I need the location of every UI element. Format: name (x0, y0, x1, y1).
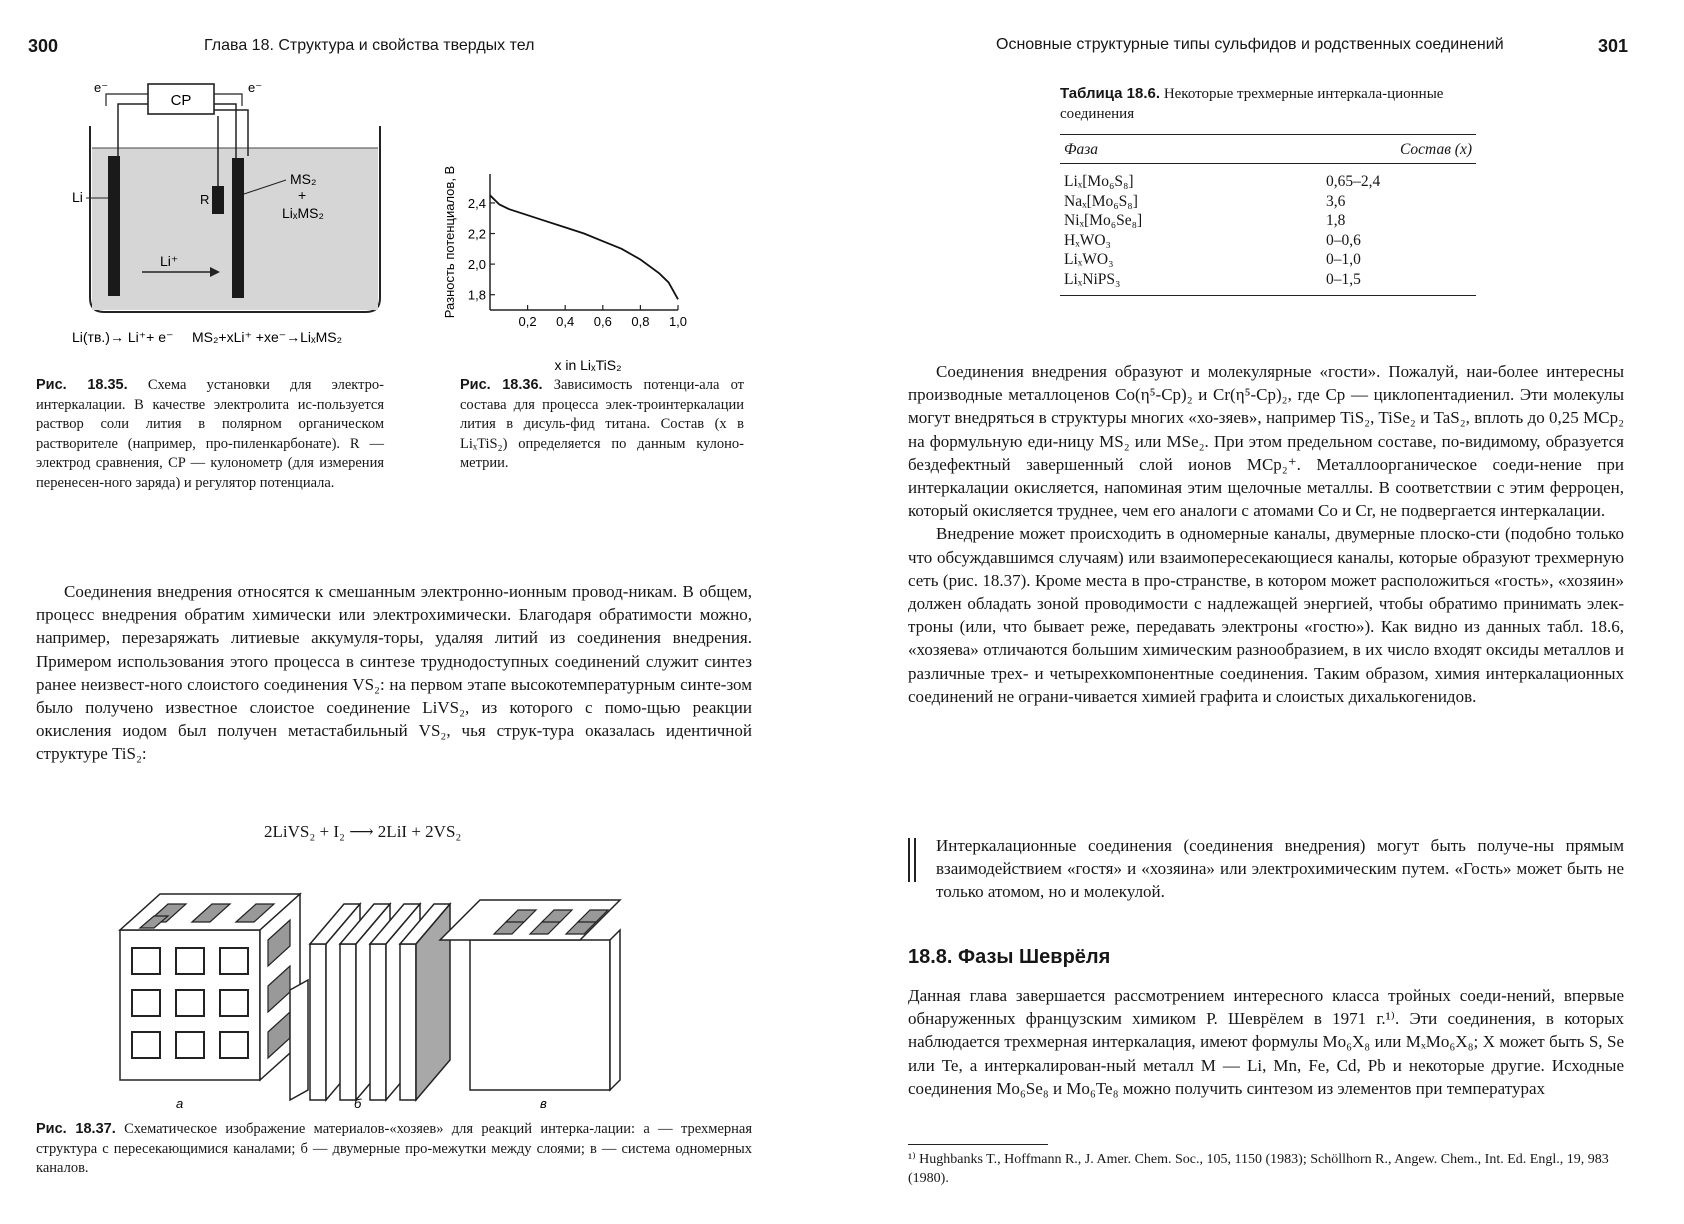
right-paragraph-1: Соединения внедрения образуют и молекулярные «гости». Пожалуй, наи-более интересны производные металлоценов Co(η⁵-Cp)₂ и Cr(η⁵-Cp)₂, где Cp — циклопентадиенил. Эти молекулы могут внедряться в структуры многих «хо-зяев», например TiS₂, TiSe₂ и TaS₂, вплоть до 0,25 MCp₂ на формульную еди-ницу MS₂ или MSe₂. При этом предельном составе, по-видимому, образуется бездефектный завершенный слой ионов MCp₂⁺. Металлоорганическое соеди-нение при интеркалации окисляется, напоминая этим щелочные металлы. В соответствии с этим ферроцен, который окисляется труднее, чем его аналоги с атомами Co и Cr, не подвергается интеркалации. (908, 362, 1624, 521)
page-number-left: 300 (28, 36, 59, 56)
cp-label: CP (170, 92, 192, 109)
cube-c-1d-channels (440, 900, 620, 1090)
r-label: R (200, 192, 210, 207)
chart-y-tick-label: 1,8 (467, 287, 486, 303)
reference-electrode (212, 186, 224, 214)
table-cell-phase: Naₓ[Mo₆S₈] (1064, 192, 1138, 210)
right-paragraph-2: Внедрение может происходить в одномерные каналы, двумерные плоско-сти (подобно только что обсуждавшимся случаям) или взаимопересекающиеся каналы, которые образуют трехмерную сеть (рис. 18.37). Кроме места в про-странстве, в котором может расположиться «гость», «хозяин» должен обладать зоной проводимости с надлежащей энергией, чтобы обратимо принимать элек-троны (или, что бывает реже, передавать электроны «гостю»). Как видно из данных табл. 18.6, «хозяева» отличаются большим химическим разнообразием, в их число входят оксиды металлов и различные трех- и четырехкомпонентные соединения. Таким образом, химия интеркалационных соединений не ограни-чивается химией графита и слоистых дихалькогенидов. (908, 524, 1624, 706)
fig35-caption (36, 376, 384, 493)
fig37-caption (36, 1120, 752, 1179)
chart-series-line (490, 195, 678, 299)
layers-b-2d-gaps (290, 904, 450, 1100)
fig37-caption-label: Рис. 18.37. (36, 1121, 116, 1137)
page-number-right: 301 (1598, 36, 1629, 56)
chart-x-tick-label: 1,0 (668, 314, 688, 329)
table-header-phase: Фаза (1060, 135, 1186, 164)
right-page (842, 0, 1684, 1224)
ms2-electrode (232, 158, 244, 298)
chart-x-tick-label: 0,2 (518, 314, 537, 329)
chart-x-tick-label: 0,8 (631, 314, 650, 329)
ms2-label: MS₂ (290, 171, 317, 187)
right-paragraph-3: Данная глава завершается рассмотрением интересного класса тройных соеди-нений, впервые обнаруженных французским химиком Р. Шеврёлем в 1971 г.¹⁾. Эти соединения, в которых наблюдается трехмерная интеркалация, имеют формулы Mo₆X₈ или MₓMo₆X₈; X может быть S, Se или Te, а интеркалирован-ный металл M — Li, Mn, Fe, Cd, Pb и некоторые другие. Исходные соединения Mo₆Se₈ и Mo₆Te₈ можно получить синтезом из элементов при температурах (908, 986, 1624, 1098)
li-ion-label: Li⁺ (160, 253, 179, 269)
lixms2-label: LiₓMS₂ (282, 205, 324, 221)
chart-y-tick-label: 2,2 (467, 226, 486, 242)
running-head-right: Основные структурные типы сульфидов и родственных соединений (996, 36, 1504, 53)
li-electrode (108, 156, 120, 296)
fig37-label-c: в (540, 1096, 547, 1111)
chart-x-tick-label: 0,6 (593, 314, 612, 329)
fig36-caption-text: Зависимость потенци-ала от состава для процесса элек-троинтеркалации лития в дисуль-фид титана. Состав (x в LiₓTiS₂) определяется по данным кулоно-метрии. (460, 377, 744, 471)
left-running-header (28, 36, 535, 57)
table-cell-phase: LiₓNiPS₃ (1060, 270, 1186, 296)
chart-xlabel: x in LiₓTiS₂ (554, 357, 622, 373)
chart-y-tick-label: 2,0 (467, 257, 486, 273)
fig36-caption (460, 376, 744, 474)
chart-ylabel: Разность потенциалов, В (442, 165, 457, 319)
running-head-left: Глава 18. Структура и свойства твердых тел (204, 37, 535, 54)
fig37-diagram (110, 890, 630, 1120)
fig36-chart (440, 160, 740, 380)
table-cell-composition: 0–0,6 (1326, 231, 1361, 249)
chart-y-tick-label: 2,4 (467, 195, 486, 211)
reaction-right: MS₂+xLi⁺ +xe⁻→LiₓMS₂ (192, 329, 343, 345)
equation: 2LiVS₂ + I₂ ⟶ 2LiI + 2VS₂ (264, 822, 462, 841)
fig37-label-b: б (354, 1096, 362, 1111)
table-cell-composition: 0,65–2,4 (1326, 173, 1381, 190)
table-cell-phase: Niₓ[Mo₆Se₈] (1064, 212, 1143, 229)
note-bar (914, 838, 916, 882)
chart-x-tick-label: 0,4 (556, 314, 575, 329)
table-row (1060, 250, 1476, 270)
table-row (1060, 231, 1476, 251)
fig35-caption-label: Рис. 18.35. (36, 377, 128, 393)
table-row (1060, 192, 1476, 212)
section-heading: 18.8. Фазы Шеврёля (908, 946, 1111, 968)
footnote-rule (908, 1144, 1048, 1145)
fig37-label-a: а (176, 1096, 184, 1111)
footnote: ¹⁾ Hughbanks T., Hoffmann R., J. Amer. Chem. Soc., 105, 1150 (1983); Schöllhorn R., Angew. Chem., Int. Ed. Engl., 19, 983 (1980). (908, 1152, 1609, 1186)
e-right-label: e⁻ (248, 80, 263, 95)
table-cell-phase: LiₓWO₃ (1064, 251, 1114, 268)
reaction-left: Li(тв.)→ Li⁺+ e⁻ (72, 329, 174, 345)
table-row (1060, 211, 1476, 231)
table-title-label: Таблица 18.6. (1060, 85, 1161, 102)
table-18-6 (1060, 134, 1476, 296)
right-paragraph-3-block (908, 984, 1624, 1100)
table-title (1060, 84, 1460, 124)
table-cell-composition: 1,8 (1326, 212, 1346, 229)
plus-label: + (298, 187, 307, 203)
li-label: Li (72, 189, 83, 205)
table-cell-phase: Liₓ[Mo₆S₈] (1064, 173, 1134, 190)
table-cell-composition: 0–1,0 (1326, 251, 1361, 268)
table-row (1060, 164, 1476, 192)
e-left-label: e⁻ (94, 80, 109, 95)
right-paragraphs (908, 360, 1624, 708)
fig36-caption-label: Рис. 18.36. (460, 377, 543, 393)
fig37-caption-text: Схематическое изображение материалов-«хозяев» для реакций интерка-лации: а — трехмерная структура с пересекающимися каналами; б — двумерные про-межутки между слоями; в — система одномерных каналов. (36, 1121, 752, 1176)
table-cell-composition: 3,6 (1326, 192, 1346, 210)
fig35-diagram (60, 76, 400, 376)
table-header-composition: Состав (x) (1186, 135, 1476, 164)
note-box: Интеркалационные соединения (соединения внедрения) могут быть получе-ны прямым взаимодействием «гостя» и «хозяина» или электрохимическим путем. «Гость» может быть не только атомом, но и молекулой. (936, 836, 1624, 902)
cube-a-3d-channels (120, 894, 300, 1080)
left-paragraph-text: Соединения внедрения относятся к смешанным электронно-ионным провод-никам. В общем, процесс внедрения обратим химически или электрохимически. Благодаря обратимости можно, например, перезаряжать литиевые аккумуля-торы, удаляя литий из соединения внедрения. Примером использования этого процесса в синтезе труднодоступных соединений служит синтез ранее неизвест-ного слоистого соединения VS₂: на первом этапе высокотемпературным синте-зом было получено известное слоистое соединение LiVS₂, из которого с помо-щью реакции окисления иодом был получен метастабильный VS₂, чья струк-тура оказалась идентичной структуре TiS₂: (36, 582, 752, 764)
note-bar (908, 838, 910, 882)
table-cell-composition: 0–1,5 (1186, 270, 1476, 296)
table-title-text: Некоторые трехмерные интеркала-ционные соединения (1060, 86, 1444, 122)
fig35-caption-text: Схема установки для электро-интеркалации. В качестве электролита ис-пользуется раствор соли лития в полярном органическом растворителе (например, про-пиленкарбонате). R — электрод сравнения, CP — кулонометр (для измерения перенесен-ного заряда) и регулятор потенциала. (36, 377, 384, 491)
table-row (1060, 270, 1476, 296)
left-paragraph (36, 580, 752, 766)
table-cell-phase: HₓWO₃ (1064, 231, 1111, 249)
